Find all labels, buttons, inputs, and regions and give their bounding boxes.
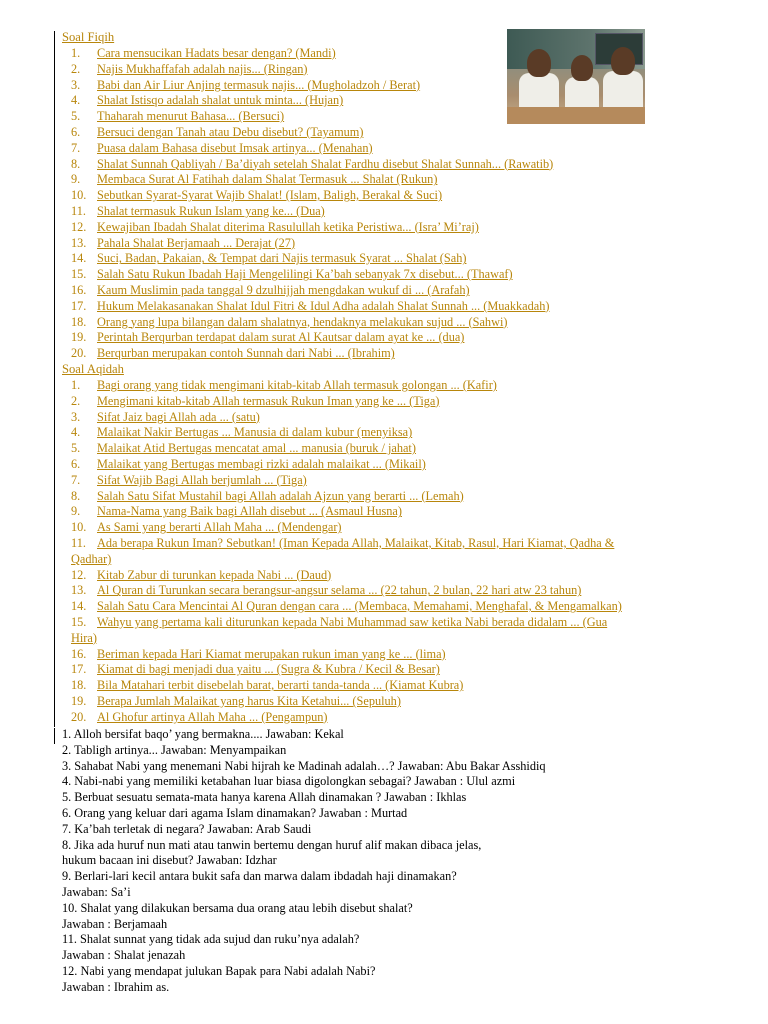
- margin-bar: [54, 173, 55, 189]
- item-text: Bagi orang yang tidak mengimani kitab-kitab Allah termasuk golongan ... (Kafir): [97, 378, 497, 392]
- item-text: Kitab Zabur di turunkan kepada Nabi ... (Daud): [97, 567, 332, 582]
- item-text: Sifat Wajib Bagi Allah berjumlah ... (Tiga): [97, 472, 307, 487]
- qa-line: 5. Berbuat sesuatu semata-mata hanya karena Allah dinamakan ? Jawaban : Ikhlas: [62, 790, 467, 805]
- list-item[interactable]: [71, 694, 401, 710]
- item-number: 10.: [71, 520, 87, 535]
- item-text: Sifat Jaiz bagi Allah ada ... (satu): [97, 409, 260, 424]
- list-item[interactable]: [71, 267, 513, 283]
- list-item[interactable]: [71, 157, 553, 173]
- item-text: Beriman kepada Hari Kiamat merupakan rukun iman yang ke ... (lima): [97, 646, 446, 661]
- item-number: 7.: [71, 472, 81, 487]
- qa-line: 7. Ka’bah terletak di negara? Jawaban: Arab Saudi: [62, 821, 312, 836]
- margin-bar: [54, 584, 55, 600]
- margin-bar: [54, 300, 55, 316]
- qa-line: 12. Nabi yang mendapat julukan Bapak para Nabi adalah Nabi?: [62, 964, 376, 978]
- item-text: Shalat Istisqo adalah shalat untuk minta... (Hujan): [97, 93, 344, 108]
- item-text: As Sami yang berarti Allah Maha ... (Mendengar): [97, 520, 342, 535]
- list-item[interactable]: [71, 109, 284, 125]
- margin-bar: [54, 142, 55, 158]
- list-item[interactable]: [71, 204, 325, 220]
- item-text: Najis Mukhaffafah adalah najis... (Ringan): [97, 61, 308, 76]
- section-title-fiqih[interactable]: Soal Fiqih: [62, 30, 115, 44]
- margin-bar: [54, 537, 55, 553]
- list-item[interactable]: [71, 678, 463, 694]
- qa-line: 8. Jika ada huruf nun mati atau tanwin bertemu dengan huruf alif makan dibaca jelas,: [62, 837, 482, 852]
- item-text: Wahyu yang pertama kali diturunkan kepada Nabi Muhammad saw ketika Nabi berada didalam ... (Gua: [97, 615, 608, 629]
- margin-bar: [54, 648, 55, 664]
- item-number: 19.: [71, 694, 87, 708]
- item-text: Kiamat di bagi menjadi dua yaitu ... (Sugra & Kubra / Kecil & Besar): [97, 662, 440, 677]
- item-text: Kaum Muslimin pada tanggal 9 dzulhijjah mengdakan wukuf di ... (Arafah): [97, 283, 470, 297]
- margin-bar: [54, 521, 55, 537]
- item-number: 16.: [71, 646, 87, 661]
- item-text: Puasa dalam Bahasa disebut Imsak artinya... (Menahan): [97, 140, 373, 155]
- item-continuation[interactable]: Hira): [71, 630, 97, 645]
- list-item[interactable]: [71, 410, 260, 426]
- list-item[interactable]: [71, 441, 416, 457]
- list-item[interactable]: [71, 141, 373, 157]
- item-text: Pahala Shalat Berjamaah ... Derajat (27): [97, 235, 296, 250]
- margin-bar: [54, 379, 55, 395]
- item-text: Shalat termasuk Rukun Islam yang ke... (Dua): [97, 204, 325, 218]
- item-text: Membaca Surat Al Fatihah dalam Shalat Termasuk ... Shalat (Rukun): [97, 172, 438, 187]
- margin-bar: [54, 600, 55, 616]
- item-number: 6.: [71, 457, 81, 471]
- item-text: Berqurban merupakan contoh Sunnah dari Nabi ... (Ibrahim): [97, 346, 395, 361]
- item-number: 16.: [71, 283, 87, 297]
- item-number: 18.: [71, 678, 87, 693]
- item-number: 12.: [71, 219, 87, 234]
- item-text: Hukum Melakasanakan Shalat Idul Fitri & Idul Adha adalah Shalat Sunnah ... (Muakkadah): [97, 298, 550, 313]
- list-item[interactable]: [71, 583, 581, 599]
- item-text: Malaikat Nakir Bertugas ... Manusia di dalam kubur (menyiksa): [97, 425, 413, 440]
- item-text: Orang yang lupa bilangan dalam shalatnya, hendaknya melakukan sujud ... (Sahwi): [97, 314, 508, 329]
- item-text: Suci, Badan, Pakaian, & Tempat dari Najis termasuk Syarat ... Shalat (Sah): [97, 251, 467, 266]
- list-item[interactable]: [71, 489, 464, 505]
- item-number: 13.: [71, 583, 87, 598]
- list-item[interactable]: [71, 504, 402, 520]
- margin-bar: [54, 284, 55, 300]
- item-number: 2.: [71, 61, 81, 76]
- item-text: Bila Matahari terbit disebelah barat, berarti tanda-tanda ... (Kiamat Kubra): [97, 678, 464, 693]
- list-item[interactable]: [71, 62, 307, 78]
- margin-bar: [54, 458, 55, 474]
- margin-bar: [54, 395, 55, 411]
- item-number: 20.: [71, 709, 87, 724]
- item-number: 10.: [71, 188, 87, 203]
- margin-bar: [54, 442, 55, 458]
- list-item[interactable]: [71, 662, 440, 678]
- qa-line: 3. Sahabat Nabi yang menemani Nabi hijrah ke Madinah adalah…? Jawaban: Abu Bakar Asshidiq: [62, 758, 546, 773]
- margin-bar: [54, 426, 55, 442]
- item-number: 18.: [71, 314, 87, 329]
- list-item[interactable]: [71, 615, 607, 631]
- list-item[interactable]: [71, 457, 426, 473]
- margin-bar: [54, 490, 55, 506]
- list-item[interactable]: [71, 299, 550, 315]
- margin-bar: [54, 663, 55, 679]
- item-text: Salah Satu Rukun Ibadah Haji Mengelilingi Ka’bah sebanyak 7x disebut... (Thawaf): [97, 267, 513, 282]
- item-number: 3.: [71, 77, 81, 92]
- list-item[interactable]: [71, 125, 363, 141]
- list-item[interactable]: [71, 78, 420, 94]
- qa-line: Jawaban : Shalat jenazah: [62, 948, 186, 963]
- item-text: Al Ghofur artinya Allah Maha ... (Pengampun): [97, 709, 328, 724]
- margin-bar: [54, 110, 55, 126]
- item-text: Malaikat Atid Bertugas mencatat amal ... manusia (buruk / jahat): [97, 441, 416, 456]
- list-item[interactable]: [71, 251, 466, 267]
- margin-bar: [54, 616, 55, 632]
- margin-bar: [54, 237, 55, 253]
- item-number: 6.: [71, 125, 81, 139]
- item-text: Salah Satu Cara Mencintai Al Quran dengan cara ... (Membaca, Memahami, Menghafal, & Mengamalkan): [97, 599, 622, 614]
- item-text: Salah Satu Sifat Mustahil bagi Allah adalah Ajzun yang berarti ... (Lemah): [97, 488, 464, 503]
- margin-bar: [54, 679, 55, 695]
- margin-bar: [54, 189, 55, 205]
- item-text: Sebutkan Syarat-Syarat Wajib Shalat! (Islam, Baligh, Berakal & Suci): [97, 188, 443, 203]
- list-item[interactable]: [71, 536, 614, 552]
- item-number: 12.: [71, 567, 87, 582]
- margin-bar: [54, 553, 55, 569]
- item-number: 14.: [71, 599, 87, 614]
- list-item[interactable]: [71, 236, 295, 252]
- qa-line: Jawaban : Ibrahim as.: [62, 979, 170, 994]
- list-item[interactable]: [71, 647, 446, 663]
- margin-bar: [54, 126, 55, 142]
- qa-line: 6. Orang yang keluar dari agama Islam dinamakan? Jawaban : Murtad: [62, 806, 408, 820]
- item-number: 9.: [71, 172, 81, 187]
- item-number: 13.: [71, 235, 87, 250]
- item-text: Mengimani kitab-kitab Allah termasuk Rukun Iman yang ke ... (Tiga): [97, 393, 440, 408]
- margin-bar: [54, 79, 55, 95]
- margin-bar: [54, 474, 55, 490]
- item-text: Thaharah menurut Bahasa... (Bersuci): [97, 109, 285, 124]
- margin-bar: [54, 158, 55, 174]
- margin-bar: [54, 632, 55, 648]
- list-item[interactable]: [71, 172, 437, 188]
- item-text: Al Quran di Turunkan secara berangsur-angsur selama ... (22 tahun, 2 bulan, 22 hari atw 23 tahun): [97, 583, 582, 598]
- list-item[interactable]: [71, 378, 497, 394]
- qa-line: 9. Berlari-lari kecil antara bukit safa dan marwa dalam ibdadah haji dinamakan?: [62, 869, 457, 884]
- list-item[interactable]: [71, 220, 479, 236]
- item-text: Nama-Nama yang Baik bagi Allah disebut ... (Asmaul Husna): [97, 504, 402, 519]
- list-item[interactable]: [71, 93, 343, 109]
- list-item[interactable]: [71, 315, 507, 331]
- margin-bar: [54, 94, 55, 110]
- item-text: Ada berapa Rukun Iman? Sebutkan! (Iman Kepada Allah, Malaikat, Kitab, Rasul, Hari Kiamat, Qadha &: [97, 536, 615, 550]
- margin-bar: [54, 221, 55, 237]
- list-item[interactable]: [71, 473, 307, 489]
- item-number: 1.: [71, 378, 81, 392]
- item-number: 4.: [71, 425, 81, 440]
- qa-line: 4. Nabi-nabi yang memiliki ketabahan luar biasa digolongkan sebagai? Jawaban : Ulul azmi: [62, 774, 516, 789]
- section-title-aqidah[interactable]: Soal Aqidah: [62, 362, 124, 376]
- item-number: 14.: [71, 251, 87, 266]
- margin-bar: [54, 728, 55, 744]
- item-number: 11.: [71, 536, 86, 550]
- list-item[interactable]: [71, 710, 328, 726]
- margin-bar: [54, 268, 55, 284]
- item-number: 8.: [71, 156, 81, 171]
- margin-bar: [54, 47, 55, 63]
- item-text: Shalat Sunnah Qabliyah / Ba’diyah setelah Shalat Fardhu disebut Shalat Sunnah... (Rawatib): [97, 156, 554, 171]
- qa-line: 2. Tabligh artinya... Jawaban: Menyampaikan: [62, 742, 287, 757]
- item-number: 5.: [71, 109, 81, 124]
- item-number: 15.: [71, 615, 87, 629]
- item-number: 5.: [71, 441, 81, 456]
- qa-line: 1. Alloh bersifat baqo’ yang bermakna.... Jawaban: Kekal: [62, 727, 344, 741]
- margin-bar: [54, 252, 55, 268]
- margin-bar: [54, 711, 55, 727]
- item-number: 2.: [71, 393, 81, 408]
- qa-line: Jawaban: Sa’i: [62, 885, 131, 899]
- margin-bar: [54, 31, 55, 47]
- item-text: Berapa Jumlah Malaikat yang harus Kita Ketahui... (Sepuluh): [97, 694, 401, 708]
- item-number: 1.: [71, 46, 81, 60]
- item-number: 17.: [71, 298, 87, 313]
- item-number: 4.: [71, 93, 81, 108]
- list-item[interactable]: [71, 346, 395, 362]
- margin-bar: [54, 205, 55, 221]
- margin-bar: [54, 316, 55, 332]
- qa-line: Jawaban : Berjamaah: [62, 916, 168, 931]
- list-item[interactable]: [71, 330, 464, 346]
- item-text: Cara mensucikan Hadats besar dengan? (Mandi): [97, 46, 336, 60]
- qa-line: hukum bacaan ini disebut? Jawaban: Idzhar: [62, 853, 277, 868]
- margin-bar: [54, 347, 55, 363]
- item-text: Malaikat yang Bertugas membagi rizki adalah malaikat ... (Mikail): [97, 457, 426, 471]
- item-text: Babi dan Air Liur Anjing termasuk najis... (Mugholadzoh / Berat): [97, 77, 421, 92]
- margin-bar: [54, 411, 55, 427]
- item-number: 11.: [71, 204, 86, 218]
- item-number: 9.: [71, 504, 81, 519]
- item-number: 15.: [71, 267, 87, 282]
- item-text: Bersuci dengan Tanah atau Debu disebut? (Tayamum): [97, 125, 364, 139]
- margin-bar: [54, 63, 55, 79]
- item-number: 19.: [71, 330, 87, 345]
- list-item[interactable]: [71, 188, 442, 204]
- qa-line: 11. Shalat sunnat yang tidak ada sujud dan ruku’nya adalah?: [62, 932, 360, 947]
- list-item[interactable]: [71, 425, 412, 441]
- margin-bar: [54, 695, 55, 711]
- students-photo: [507, 29, 645, 124]
- item-continuation[interactable]: Qadhar): [71, 551, 112, 566]
- item-number: 20.: [71, 346, 87, 361]
- list-item[interactable]: [71, 46, 336, 62]
- list-item[interactable]: [71, 520, 342, 536]
- list-item[interactable]: [71, 283, 470, 299]
- list-item[interactable]: [71, 599, 622, 615]
- margin-bar: [54, 505, 55, 521]
- qa-line: 10. Shalat yang dilakukan bersama dua orang atau lebih disebut shalat?: [62, 900, 413, 915]
- item-number: 7.: [71, 140, 81, 155]
- list-item[interactable]: [71, 568, 331, 584]
- item-number: 17.: [71, 662, 87, 677]
- item-number: 3.: [71, 409, 81, 424]
- item-number: 8.: [71, 488, 81, 503]
- item-text: Kewajiban Ibadah Shalat diterima Rasulullah ketika Peristiwa... (Isra’ Mi’raj): [97, 219, 479, 234]
- list-item[interactable]: [71, 394, 439, 410]
- margin-bar: [54, 569, 55, 585]
- margin-bar: [54, 363, 55, 379]
- margin-bar: [54, 331, 55, 347]
- item-text: Perintah Berqurban terdapat dalam surat Al Kautsar dalam ayat ke ... (dua): [97, 330, 465, 345]
